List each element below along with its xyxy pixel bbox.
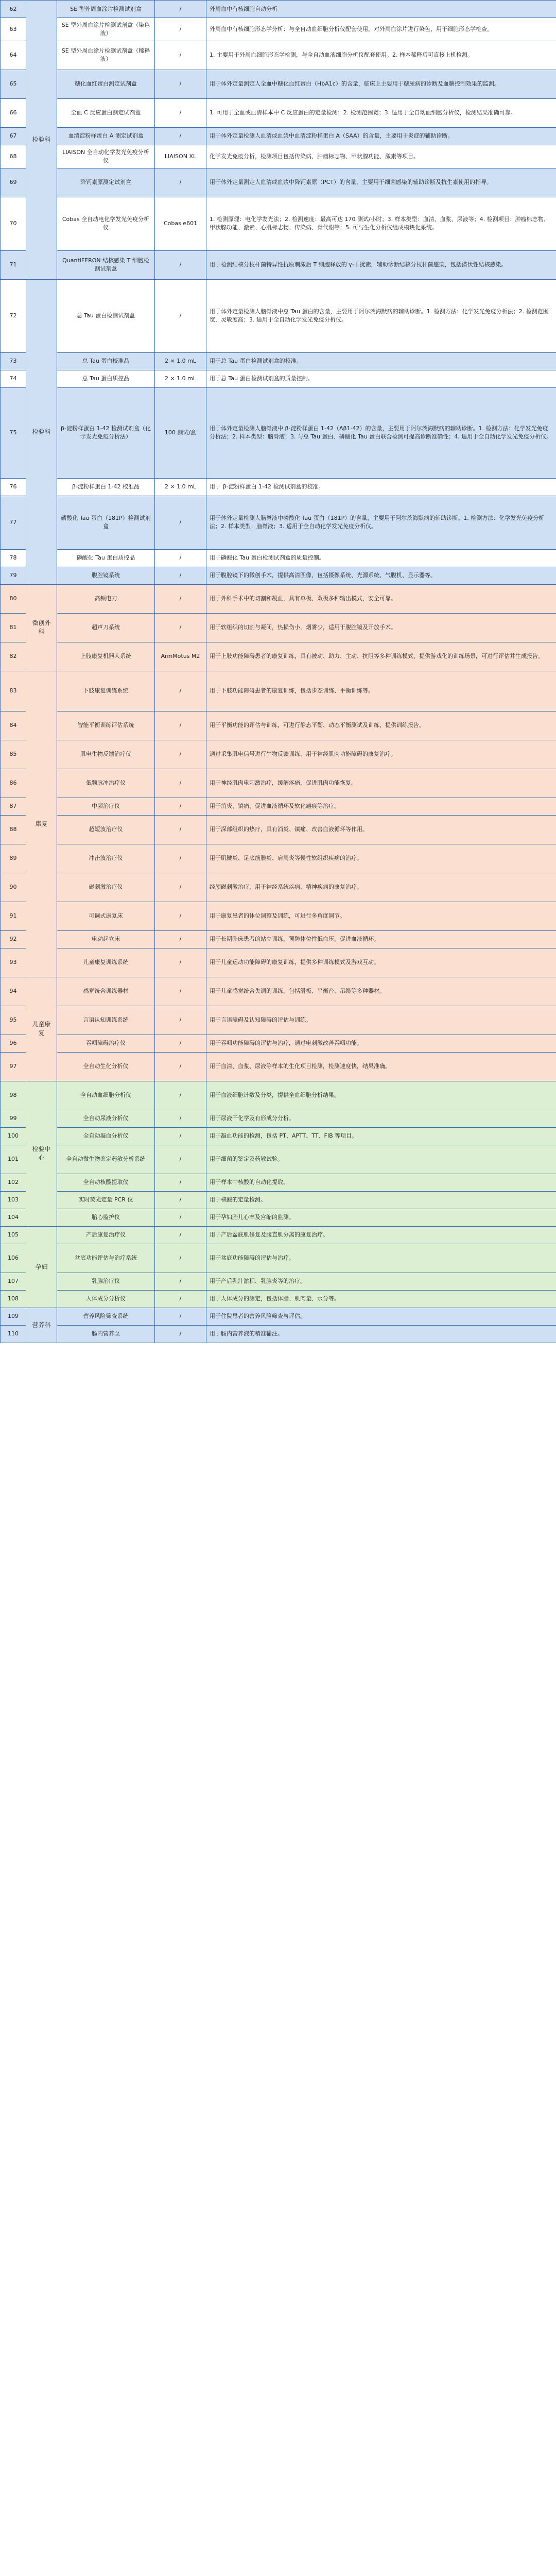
product-description: 用于言语障碍及认知障碍的评估与训练。 [206,1006,556,1035]
product-model: / [155,977,206,1006]
product-model: 2 × 1.0 mL [155,370,206,387]
row-number: 91 [1,902,26,930]
table-row [1,1209,556,1226]
product-description: 用于血清、血浆、尿液等样本的生化项目检测，检测速度快，结果准确。 [206,1052,556,1081]
product-model: / [155,711,206,740]
product-name: QuantiFERON 结核感染 T 细胞检测试剂盒 [57,250,155,279]
product-description: 用于血液细胞计数及分类，提供全血细胞分析结果。 [206,1081,556,1110]
table-row [1,1290,556,1308]
product-model: / [155,1191,206,1209]
product-model: / [155,1035,206,1052]
product-model: Cobas e601 [155,197,206,250]
product-description: 用于细菌的鉴定及药敏试验。 [206,1145,556,1174]
product-name: 肌电生物反馈治疗仪 [57,740,155,769]
product-model: / [155,1006,206,1035]
product-model: / [155,1,206,18]
product-model: / [155,1052,206,1081]
table-row [1,1226,556,1244]
row-number: 81 [1,613,26,642]
product-name: SE 型外周血涂片检测试剂盒（稀释液） [57,41,155,70]
product-name: β-淀粉样蛋白 1-42 校准品 [57,478,155,496]
table-row [1,98,556,127]
product-description: 用于下肢功能障碍患者的康复训练，包括步态训练、平衡训练等。 [206,671,556,711]
row-number: 89 [1,844,26,873]
table-row [1,1325,556,1343]
product-name: 全自动核酸提取仪 [57,1174,155,1191]
product-description: 1. 可用于全血或血清样本中 C 反应蛋白的定量检测；2. 检测范围宽；3. 适用于全自动血细胞分析仪，检测结果准确可靠。 [206,98,556,127]
row-number: 83 [1,671,26,711]
row-number: 103 [1,1191,26,1209]
product-description: 用于体外定量测定人血清或血浆中降钙素原（PCT）的含量，主要用于细菌感染的辅助诊断及抗生素使用的指导。 [206,168,556,197]
product-name: 高频电刀 [57,584,155,613]
product-name: 可调式康复床 [57,902,155,930]
row-number: 100 [1,1127,26,1145]
table-row [1,671,556,711]
product-name: 全血 C 反应蛋白测定试剂盒 [57,98,155,127]
product-model: / [155,1325,206,1343]
product-name: 超短波治疗仪 [57,815,155,844]
table-row [1,844,556,873]
row-number: 86 [1,769,26,798]
product-name: 全自动尿液分析仪 [57,1110,155,1127]
product-model: / [155,70,206,98]
product-description: 用于外科手术中的切割和凝血，具有单极、双极多种输出模式，安全可靠。 [206,584,556,613]
row-number: 88 [1,815,26,844]
table-row [1,387,556,478]
product-description: 用于消炎、镇痛、促进血液循环及软化瘢痕等治疗。 [206,798,556,815]
product-name: 言语认知训练系统 [57,1006,155,1035]
table-row [1,584,556,613]
product-description: 用于孕妇胎儿心率及宫缩的监测。 [206,1209,556,1226]
product-description: 用于体外定量检测人脑脊液中磷酸化 Tau 蛋白（181P）的含量，主要用于阿尔茨海默病的辅助诊断。1. 检测方法：化学发光免疫分析法；2. 样本类型：脑脊液；3. 适用于全自动化学发光免疫分析仪。 [206,496,556,549]
product-model: / [155,250,206,279]
row-number: 97 [1,1052,26,1081]
product-description: 用于深部组织的热疗，具有消炎、镇痛、改善血液循环等作用。 [206,815,556,844]
product-model: / [155,41,206,70]
product-name: 产后康复治疗仪 [57,1226,155,1244]
table-row [1,168,556,197]
product-name: 腹腔镜系统 [57,567,155,584]
product-description: 用于体外定量检测人血清或血浆中血清淀粉样蛋白 A（SAA）的含量，主要用于炎症的辅助诊断。 [206,127,556,145]
product-name: 全自动微生物鉴定药敏分析系统 [57,1145,155,1174]
table-row [1,41,556,70]
product-description: 用于平衡功能的评估与训练，可进行静态平衡、动态平衡测试及训练，提供训练报告。 [206,711,556,740]
product-name: 低频脉冲治疗仪 [57,769,155,798]
product-description: 用于住院患者的营养风险筛查与评估。 [206,1308,556,1325]
product-name: 全自动血细胞分析仪 [57,1081,155,1110]
row-number: 75 [1,387,26,478]
row-number: 84 [1,711,26,740]
product-description: 用于样本中核酸的自动化提取。 [206,1174,556,1191]
row-number: 79 [1,567,26,584]
product-name: 冲击波治疗仪 [57,844,155,873]
product-name: 全自动凝血分析仪 [57,1127,155,1145]
table-row [1,1145,556,1174]
row-number: 77 [1,496,26,549]
table-row [1,1174,556,1191]
product-description: 用于总 Tau 蛋白检测试剂盒的校准。 [206,352,556,370]
table-row [1,1,556,18]
table-row [1,279,556,352]
product-description: 1. 检测原理：电化学发光法；2. 检测速度：最高可达 170 测试/小时；3. 样本类型：血清、血浆、尿液等；4. 检测项目：肿瘤标志物、甲状腺功能、激素、心肌标志物、传染病、骨代谢等；5. 可与生化分析仪组成模块化系统。 [206,197,556,250]
category-cell: 检验科 [26,279,57,584]
row-number: 66 [1,98,26,127]
row-number: 68 [1,145,26,168]
table-row [1,1244,556,1273]
product-description: 用于儿童运动功能障碍的康复训练，提供多种训练模式及游戏互动。 [206,948,556,977]
table-row [1,769,556,798]
product-model: / [155,279,206,352]
row-number: 98 [1,1081,26,1110]
product-name: 上肢康复机器人系统 [57,642,155,671]
row-number: 92 [1,930,26,948]
product-name: 智能平衡训练评估系统 [57,711,155,740]
product-name: LIAISON 全自动化学发光免疫分析仪 [57,145,155,168]
product-name: SE 型外周血涂片检测试剂盒（染色液） [57,18,155,41]
table-row [1,711,556,740]
row-number: 93 [1,948,26,977]
row-number: 70 [1,197,26,250]
product-name: 营养风险筛查系统 [57,1308,155,1325]
row-number: 95 [1,1006,26,1035]
product-name: 磷酸化 Tau 蛋白（181P）检测试剂盒 [57,496,155,549]
product-model: / [155,1127,206,1145]
table-row [1,1273,556,1290]
product-model: / [155,496,206,549]
table-row [1,18,556,41]
product-name: 感觉统合训练器材 [57,977,155,1006]
product-model: 2 × 1.0 mL [155,478,206,496]
category-cell: 检验科 [26,1,57,280]
product-name: 磁刺激治疗仪 [57,873,155,902]
table-row [1,815,556,844]
table-row [1,977,556,1006]
row-number: 94 [1,977,26,1006]
product-model: / [155,584,206,613]
product-model: / [155,740,206,769]
table-row [1,549,556,567]
product-model: / [155,902,206,930]
table-row [1,902,556,930]
table-row [1,197,556,250]
product-name: 降钙素原测定试剂盒 [57,168,155,197]
product-description: 用于总 Tau 蛋白检测试剂盒的质量控制。 [206,370,556,387]
product-description: 用于腹腔镜下的微创手术，提供高清图像，包括摄像系统、光源系统、气腹机、显示器等。 [206,567,556,584]
product-name: 磷酸化 Tau 蛋白质控品 [57,549,155,567]
table-row [1,798,556,815]
product-name: 全自动生化分析仪 [57,1052,155,1081]
product-model: / [155,168,206,197]
product-name: 总 Tau 蛋白质控品 [57,370,155,387]
product-name: 总 Tau 蛋白检测试剂盒 [57,279,155,352]
table-row [1,948,556,977]
product-name: 电动起立床 [57,930,155,948]
product-model: / [155,1226,206,1244]
product-model: / [155,98,206,127]
table-row [1,1191,556,1209]
product-model: / [155,671,206,711]
product-model: / [155,18,206,41]
row-number: 85 [1,740,26,769]
product-model: / [155,1174,206,1191]
table-row [1,613,556,642]
category-cell: 儿童康复 [26,977,57,1081]
product-description: 外周血中有核细胞形态学分析：与全自动血细胞分析仪配套使用，对外周血涂片进行染色，用于细胞形态学检查。 [206,18,556,41]
row-number: 71 [1,250,26,279]
product-description: 经颅磁刺激治疗，用于神经系统疾病、精神疾病的康复治疗。 [206,873,556,902]
product-description: 用于产后乳汁淤积、乳腺炎等的治疗。 [206,1273,556,1290]
row-number: 76 [1,478,26,496]
product-name: 下肢康复训练系统 [57,671,155,711]
product-description: 用于体外定量检测人脑脊液中 β-淀粉样蛋白 1-42（Aβ1-42）的含量，主要用于阿尔茨海默病的辅助诊断。1. 检测方法：化学发光免疫分析法；2. 样本类型：脑脊液；3. 与总 Tau 蛋白、磷酸化 Tau 蛋白联合检测可提高诊断准确性；4. 适用于全自动化学发光免疫分析仪。 [206,387,556,478]
row-number: 62 [1,1,26,18]
product-description: 用于神经肌肉电刺激治疗，缓解疼痛，促进肌肉功能恢复。 [206,769,556,798]
product-model: 2 × 1.0 mL [155,352,206,370]
product-name: 糖化血红蛋白测定试剂盒 [57,70,155,98]
table-row [1,740,556,769]
category-cell: 营养科 [26,1308,57,1343]
product-description: 用于肠内营养液的精准输注。 [206,1325,556,1343]
product-description: 用于体外定量检测人脑脊液中总 Tau 蛋白的含量，主要用于阿尔茨海默病的辅助诊断。1. 检测方法：化学发光免疫分析法；2. 检测范围宽，灵敏度高；3. 适用于全自动化学发光免疫分析仪。 [206,279,556,352]
product-model: / [155,1308,206,1325]
product-name: SE 型外周血涂片检测试剂盒 [57,1,155,18]
equipment-table-body [1,1,556,1343]
table-row [1,1052,556,1081]
product-description: 用于 β-淀粉样蛋白 1-42 检测试剂盒的校准。 [206,478,556,496]
product-name: 总 Tau 蛋白校准品 [57,352,155,370]
row-number: 110 [1,1325,26,1343]
product-name: 胎心监护仪 [57,1209,155,1226]
product-description: 外周血中有核细胞自动分析 [206,1,556,18]
category-cell: 检验中心 [26,1081,57,1226]
product-name: 超声刀系统 [57,613,155,642]
product-model: / [155,1110,206,1127]
product-model: / [155,127,206,145]
row-number: 65 [1,70,26,98]
product-description: 用于吞咽功能障碍的评估与治疗，通过电刺激改善吞咽功能。 [206,1035,556,1052]
row-number: 90 [1,873,26,902]
row-number: 78 [1,549,26,567]
product-name: 儿童康复训练系统 [57,948,155,977]
product-model: / [155,1081,206,1110]
row-number: 73 [1,352,26,370]
row-number: 102 [1,1174,26,1191]
product-description: 化学发光免疫分析，检测项目包括传染病、肿瘤标志物、甲状腺功能、激素等项目。 [206,145,556,168]
row-number: 104 [1,1209,26,1226]
product-description: 用于长期卧床患者的站立训练，预防体位性低血压，促进血液循环。 [206,930,556,948]
table-row [1,1006,556,1035]
table-row [1,567,556,584]
row-number: 74 [1,370,26,387]
table-row [1,1110,556,1127]
product-name: 血清淀粉样蛋白 A 测定试剂盒 [57,127,155,145]
row-number: 69 [1,168,26,197]
product-model: / [155,948,206,977]
product-description: 用于体外定量测定人全血中糖化血红蛋白（HbA1c）的含量，临床上主要用于糖尿病的诊断及血糖控制效果的监测。 [206,70,556,98]
table-row [1,496,556,549]
row-number: 82 [1,642,26,671]
product-name: 实时荧光定量 PCR 仪 [57,1191,155,1209]
table-row [1,930,556,948]
product-model: / [155,549,206,567]
table-row [1,1127,556,1145]
row-number: 109 [1,1308,26,1325]
product-model: / [155,1145,206,1174]
product-description: 用于软组织的切割与凝闭，热损伤小，烟雾少，适用于腹腔镜及开放手术。 [206,613,556,642]
product-model: / [155,567,206,584]
table-row [1,873,556,902]
row-number: 108 [1,1290,26,1308]
product-model: / [155,613,206,642]
row-number: 101 [1,1145,26,1174]
product-description: 用于尿液干化学及有形成分分析。 [206,1110,556,1127]
row-number: 99 [1,1110,26,1127]
product-model: / [155,873,206,902]
table-row [1,352,556,370]
row-number: 96 [1,1035,26,1052]
product-name: Cobas 全自动电化学发光免疫分析仪 [57,197,155,250]
product-description: 用于上肢功能障碍患者的康复训练，具有被动、助力、主动、抗阻等多种训练模式，提供游戏化的训练场景，可进行评估并生成报告。 [206,642,556,671]
product-description: 用于磷酸化 Tau 蛋白检测试剂盒的质量控制。 [206,549,556,567]
row-number: 72 [1,279,26,352]
row-number: 106 [1,1244,26,1273]
product-model: / [155,930,206,948]
table-row [1,642,556,671]
table-row [1,250,556,279]
product-description: 通过采集肌电信号进行生物反馈训练，用于神经肌肉功能障碍的康复治疗。 [206,740,556,769]
product-model: / [155,815,206,844]
product-description: 用于肌腱炎、足底筋膜炎、肩周炎等慢性软组织疾病的治疗。 [206,844,556,873]
product-description: 1. 主要用于外周血细胞形态学检测，与全自动血液细胞分析仪配套使用。2. 样本稀释后可直接上机检测。 [206,41,556,70]
product-name: 人体成分分析仪 [57,1290,155,1308]
row-number: 63 [1,18,26,41]
table-row [1,145,556,168]
product-description: 用于检测结核分枝杆菌特异性抗原刺激后 T 细胞释放的 γ-干扰素，辅助诊断结核分枝杆菌感染，包括潜伏性结核感染。 [206,250,556,279]
product-model: / [155,1209,206,1226]
product-model: ArmMotus M2 [155,642,206,671]
product-model: / [155,1244,206,1273]
row-number: 80 [1,584,26,613]
product-description: 用于核酸的定量检测。 [206,1191,556,1209]
product-description: 用于盆底功能障碍的评估与治疗。 [206,1244,556,1273]
product-description: 用于凝血功能的检测，包括 PT、APTT、TT、FIB 等项目。 [206,1127,556,1145]
product-model: 100 测试/盒 [155,387,206,478]
category-cell: 微创外科 [26,584,57,671]
row-number: 67 [1,127,26,145]
table-row [1,1035,556,1052]
table-row [1,370,556,387]
product-model: / [155,798,206,815]
product-model: / [155,1290,206,1308]
product-description: 用于产后盆底肌修复及腹直肌分离的康复治疗。 [206,1226,556,1244]
row-number: 64 [1,41,26,70]
product-name: 肠内营养泵 [57,1325,155,1343]
table-row [1,1308,556,1325]
product-name: 盆底功能评估与治疗系统 [57,1244,155,1273]
table-row [1,478,556,496]
table-row [1,127,556,145]
table-row [1,1081,556,1110]
table-row [1,70,556,98]
row-number: 105 [1,1226,26,1244]
product-name: 中频治疗仪 [57,798,155,815]
product-description: 用于人体成分的测定，包括体脂、肌肉量、水分等。 [206,1290,556,1308]
product-name: 乳腺治疗仪 [57,1273,155,1290]
row-number: 87 [1,798,26,815]
product-description: 用于儿童感觉统合失调的训练，包括滑板、平衡台、吊缆等多种器材。 [206,977,556,1006]
product-model: / [155,1273,206,1290]
product-description: 用于康复患者的体位调整及训练，可进行多角度调节。 [206,902,556,930]
product-model: / [155,844,206,873]
product-model: LIAISON XL [155,145,206,168]
category-cell: 康复 [26,671,57,977]
product-name: 吞咽障碍治疗仪 [57,1035,155,1052]
product-name: β-淀粉样蛋白 1-42 检测试剂盒（化学发光免疫分析法） [57,387,155,478]
product-model: / [155,769,206,798]
row-number: 107 [1,1273,26,1290]
category-cell: 孕妇 [26,1226,57,1308]
